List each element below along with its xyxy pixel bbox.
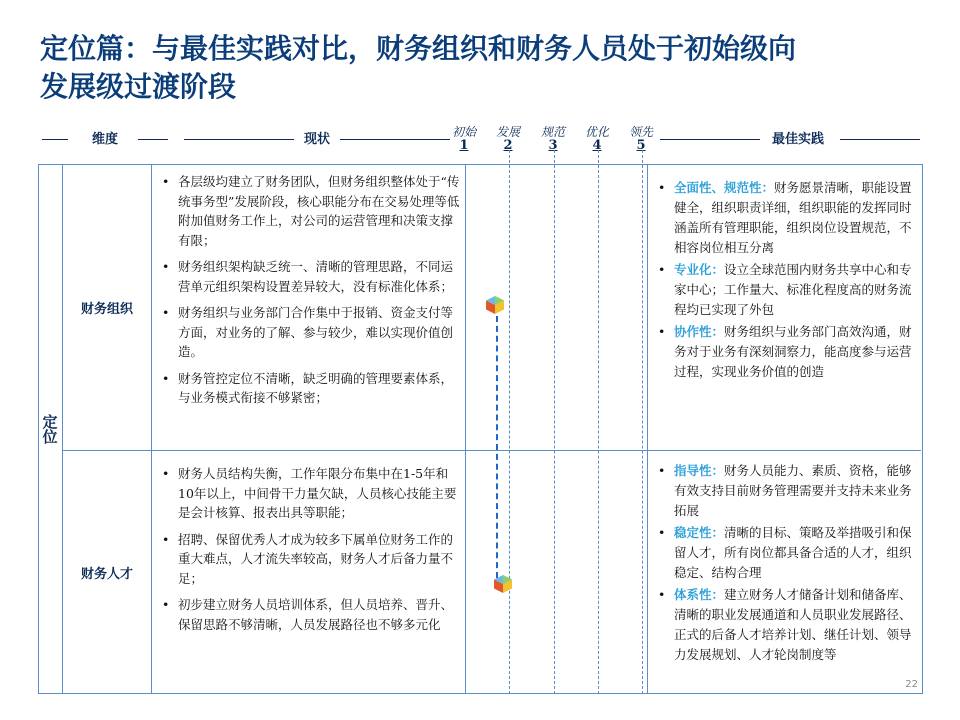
list-item: • 财务组织与业务部门合作集中于报销、资金支付等方面，对业务的了解、参与较少，难以实现价值创造。 xyxy=(160,303,460,362)
header-rule xyxy=(340,139,450,140)
title-line-1: 定位篇：与最佳实践对比，财务组织和财务人员处于初始级向 xyxy=(40,32,797,65)
stage-guide xyxy=(509,150,510,694)
stage-trend-line xyxy=(496,316,498,578)
stage-4-label: 优化 xyxy=(584,125,609,139)
stage-guide xyxy=(598,150,599,694)
keyword: 专业化： xyxy=(674,262,725,277)
list-item-text: 清晰的目标、策略及举措吸引和保留人才，所有岗位都具备合适的人才，组织稳定、结构合理 xyxy=(674,525,912,580)
list-item-text: 财务组织与业务部门高效沟通，财务对于业务有深刻洞察力，能高度参与运营过程，实现业务价值的创造 xyxy=(674,324,912,379)
header-rule xyxy=(840,139,920,140)
stage-2-number: 2 xyxy=(503,138,513,153)
stage-5 xyxy=(619,126,663,153)
category-label: 定位 xyxy=(40,414,59,444)
keyword: 稳定性： xyxy=(674,525,725,540)
list-item-text: 设立全球范围内财务共享中心和专家中心；工作量大、标准化程度高的财务流程均已实现了外包 xyxy=(674,262,912,317)
stage-4 xyxy=(575,126,619,153)
stage-marker-cube-icon xyxy=(485,295,505,315)
keyword: 全面性、规范性： xyxy=(674,180,775,195)
stage-2 xyxy=(486,126,530,153)
stage-guide xyxy=(642,150,643,694)
stage-1-label: 初始 xyxy=(451,125,476,139)
dimension-finance-org: 财务组织 xyxy=(80,301,133,317)
stage-1-number: 1 xyxy=(459,138,469,153)
table-divider xyxy=(647,164,648,694)
stage-5-label: 领先 xyxy=(628,125,653,139)
stage-3 xyxy=(531,126,575,153)
list-item-text: 建立财务人才储备计划和储备库、清晰的职业发展通道和人员职业发展路径、正式的后备人才培养计划、继任计划、领导力发展规划、人才轮岗制度等 xyxy=(674,587,912,662)
header-rule xyxy=(660,139,760,140)
list-item xyxy=(656,585,918,665)
stage-4-number: 4 xyxy=(592,138,602,153)
list-item: • 财务人员结构失衡，工作年限分布集中在1-5年和10年以上，中间骨干力量欠缺，人员核心技能主要是会计核算、报表出具等职能； xyxy=(160,464,460,523)
list-item-text: 财务人员能力、素质、资格，能够有效支持目前财务管理需要并支持未来业务拓展 xyxy=(674,463,912,518)
list-item: • 各层级均建立了财务团队，但财务组织整体处于“传统事务型”发展阶段，核心职能分布在交易处理等低附加值财务工作上，对公司的运营管理和决策支撑有限； xyxy=(160,172,460,250)
row-divider xyxy=(62,450,921,451)
header-rule xyxy=(42,139,68,140)
header-rule xyxy=(138,139,168,140)
stage-guide xyxy=(554,150,555,694)
current-status-finance-talent xyxy=(160,464,460,641)
list-item: • 初步建立财务人员培训体系，但人员培养、晋升、保留思路不够清晰，人员发展路径也不够多元化 xyxy=(160,595,460,634)
dimension-finance-talent: 财务人才 xyxy=(80,567,133,582)
stage-1 xyxy=(442,126,486,153)
table-divider xyxy=(151,164,152,694)
stage-marker-cube-icon xyxy=(493,574,513,594)
list-item xyxy=(656,523,918,583)
keyword: 体系性： xyxy=(674,587,725,602)
best-practice-finance-org xyxy=(656,178,918,384)
keyword: 指导性： xyxy=(674,463,725,478)
list-item xyxy=(656,178,918,258)
list-item xyxy=(656,322,918,382)
page-title xyxy=(40,30,920,106)
header-best: 最佳实践 xyxy=(772,132,825,147)
header-dimension: 维度 xyxy=(92,132,119,147)
current-status-finance-org xyxy=(160,172,460,415)
stage-3-number: 3 xyxy=(548,138,558,153)
keyword: 协作性： xyxy=(674,324,725,339)
page-number: 22 xyxy=(905,679,918,690)
table-divider xyxy=(465,164,466,694)
list-item: • 财务组织架构缺乏统一、清晰的管理思路，不同运营单元组织架构设置差异较大，没有标准化体系； xyxy=(160,257,460,296)
header-current: 现状 xyxy=(304,132,331,147)
list-item: • 财务管控定位不清晰，缺乏明确的管理要素体系，与业务模式衔接不够紧密； xyxy=(160,369,460,408)
header-rule xyxy=(184,139,294,140)
stage-3-label: 规范 xyxy=(540,125,565,139)
list-item xyxy=(656,461,918,521)
best-practice-finance-talent xyxy=(656,461,918,667)
list-item: • 招聘、保留优秀人才成为较多下属单位财务工作的重大难点，人才流失率较高，财务人才后备力量不足； xyxy=(160,530,460,589)
stage-5-number: 5 xyxy=(636,138,646,153)
title-line-2: 发展级过渡阶段 xyxy=(40,70,237,103)
stage-2-label: 发展 xyxy=(495,125,520,139)
list-item xyxy=(656,260,918,320)
list-item-text: 财务愿景清晰，职能设置健全，组织职责详细，组织职能的发挥同时涵盖所有管理职能，组织岗位设置规范，不相容岗位相互分离 xyxy=(674,180,912,255)
